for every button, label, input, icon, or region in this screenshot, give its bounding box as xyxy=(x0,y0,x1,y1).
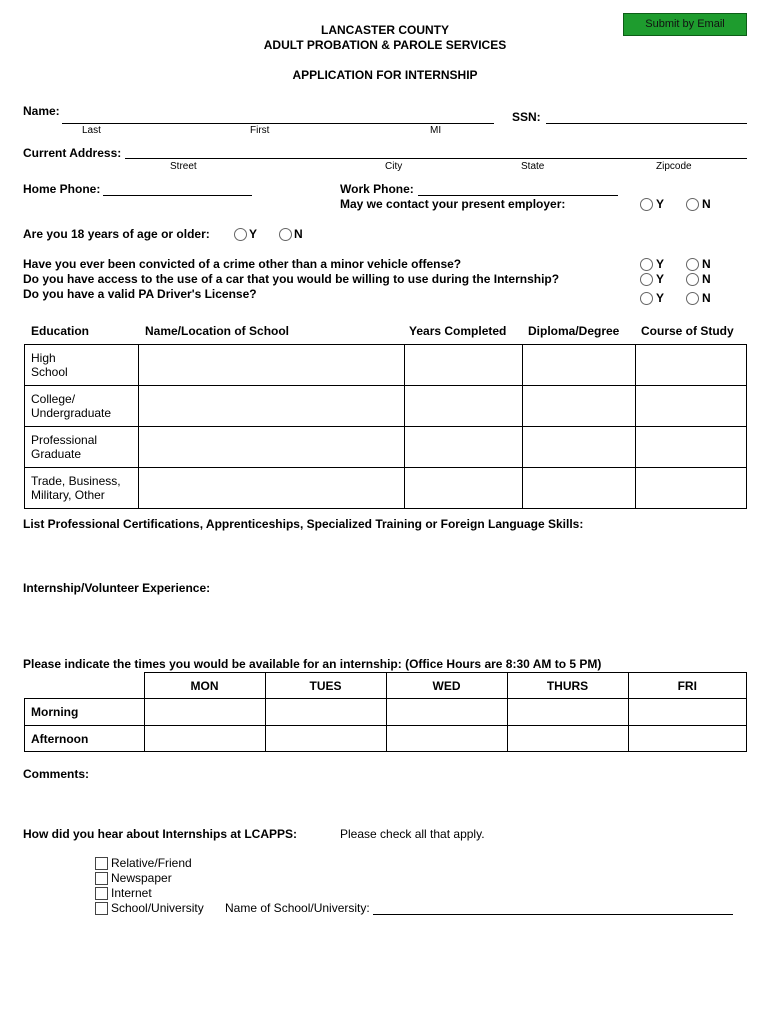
contact-employer-yes-label: Y xyxy=(656,197,665,211)
contact-employer-no-radio[interactable] xyxy=(686,198,699,211)
contact-employer-no-label: N xyxy=(702,197,711,211)
morning-label: Morning xyxy=(25,699,145,726)
conviction-no-radio[interactable] xyxy=(686,258,699,271)
license-no-label: N xyxy=(702,291,711,305)
address-field[interactable] xyxy=(125,158,747,159)
availability-row-afternoon xyxy=(25,726,747,752)
course-of-study-cell[interactable] xyxy=(636,345,747,386)
car-yes-radio[interactable] xyxy=(640,273,653,286)
school-name-cell[interactable] xyxy=(139,468,405,509)
conviction-question: Have you ever been convicted of a crime other than a minor vehicle offense? xyxy=(23,257,462,271)
education-level xyxy=(25,386,139,427)
certifications-label: List Professional Certifications, Apprenticeships, Specialized Training or Foreign Language Skills: xyxy=(23,517,584,531)
course-of-study-cell[interactable] xyxy=(636,468,747,509)
hear-about-label: How did you hear about Internships at LCAPPS: xyxy=(23,827,298,841)
car-no-label: N xyxy=(702,272,711,286)
age-yes-radio[interactable] xyxy=(234,228,247,241)
age-no-radio[interactable] xyxy=(279,228,292,241)
car-access-question: Do you have access to the use of a car that you would be willing to use during the Internship? xyxy=(23,272,560,286)
education-level xyxy=(25,427,139,468)
diploma-header: Diploma/Degree xyxy=(528,324,620,338)
education-level-line2: Graduate xyxy=(31,447,82,461)
name-label: Name: xyxy=(23,104,60,118)
school-name-cell[interactable] xyxy=(139,427,405,468)
work-phone-field[interactable] xyxy=(418,195,618,196)
availability-cell[interactable] xyxy=(144,726,265,752)
education-header: Education xyxy=(31,324,90,338)
availability-cell[interactable] xyxy=(507,726,628,752)
availability-cell[interactable] xyxy=(265,699,386,726)
availability-cell[interactable] xyxy=(265,726,386,752)
car-no-radio[interactable] xyxy=(686,273,699,286)
check-all-instruction: Please check all that apply. xyxy=(340,827,485,841)
work-phone-label: Work Phone: xyxy=(340,182,414,196)
availability-cell[interactable] xyxy=(386,699,507,726)
contact-employer-yes-radio[interactable] xyxy=(640,198,653,211)
license-yes-label: Y xyxy=(656,291,665,305)
relative-friend-checkbox[interactable] xyxy=(95,857,108,870)
availability-header-row xyxy=(25,673,747,699)
education-row-professional xyxy=(25,427,747,468)
education-level-line2: Military, Other xyxy=(31,488,105,502)
education-level-line1: Professional xyxy=(31,433,98,447)
day-header-mon: MON xyxy=(144,673,265,699)
newspaper-checkbox[interactable] xyxy=(95,872,108,885)
certifications-field[interactable] xyxy=(23,533,747,573)
course-of-study-cell[interactable] xyxy=(636,427,747,468)
last-caption: Last xyxy=(82,125,101,136)
diploma-cell[interactable] xyxy=(523,386,636,427)
newspaper-label: Newspaper xyxy=(111,871,172,885)
school-name-cell[interactable] xyxy=(139,386,405,427)
contact-employer-label: May we contact your present employer: xyxy=(340,197,566,211)
education-level-line1: Trade, Business, xyxy=(31,474,121,488)
diploma-cell[interactable] xyxy=(523,427,636,468)
day-header-tues: TUES xyxy=(265,673,386,699)
home-phone-label: Home Phone: xyxy=(23,182,101,196)
availability-cell[interactable] xyxy=(507,699,628,726)
availability-cell[interactable] xyxy=(144,699,265,726)
conviction-yes-radio[interactable] xyxy=(640,258,653,271)
internet-label: Internet xyxy=(111,886,152,900)
school-name-header: Name/Location of School xyxy=(145,324,290,338)
comments-label: Comments: xyxy=(23,767,90,781)
conviction-yes-label: Y xyxy=(656,257,665,271)
experience-field[interactable] xyxy=(23,597,747,647)
relative-friend-label: Relative/Friend xyxy=(111,856,192,870)
day-header-wed: WED xyxy=(386,673,507,699)
availability-cell[interactable] xyxy=(628,699,747,726)
availability-table xyxy=(24,672,747,752)
state-caption: State xyxy=(521,161,545,172)
education-level-line1: High xyxy=(31,351,56,365)
comments-field[interactable] xyxy=(23,783,747,818)
ssn-field[interactable] xyxy=(546,123,747,124)
name-field[interactable] xyxy=(62,123,494,124)
address-label: Current Address: xyxy=(23,146,122,160)
school-university-label: School/University xyxy=(111,901,204,915)
course-of-study-header: Course of Study xyxy=(641,324,734,338)
education-table xyxy=(24,344,747,509)
age-yes-label: Y xyxy=(249,227,258,241)
education-row-high-school xyxy=(25,345,747,386)
age-no-label: N xyxy=(294,227,303,241)
license-no-radio[interactable] xyxy=(686,292,699,305)
education-row-trade xyxy=(25,468,747,509)
course-of-study-cell[interactable] xyxy=(636,386,747,427)
submit-by-email-button[interactable]: Submit by Email xyxy=(623,13,747,36)
education-level-line2: Undergraduate xyxy=(31,406,112,420)
form-title: APPLICATION FOR INTERNSHIP xyxy=(292,68,478,82)
years-completed-header: Years Completed xyxy=(409,324,507,338)
education-level xyxy=(25,468,139,509)
license-question: Do you have a valid PA Driver's License? xyxy=(23,287,257,301)
car-yes-label: Y xyxy=(656,272,665,286)
conviction-no-label: N xyxy=(702,257,711,271)
home-phone-field[interactable] xyxy=(103,195,252,196)
mi-caption: MI xyxy=(430,125,442,136)
license-yes-radio[interactable] xyxy=(640,292,653,305)
day-header-fri: FRI xyxy=(628,673,747,699)
availability-cell[interactable] xyxy=(386,726,507,752)
years-completed-cell[interactable] xyxy=(405,345,523,386)
zipcode-caption: Zipcode xyxy=(656,161,692,172)
years-completed-cell[interactable] xyxy=(405,427,523,468)
diploma-cell[interactable] xyxy=(523,468,636,509)
county-title: LANCASTER COUNTY xyxy=(321,23,449,37)
department-title: ADULT PROBATION & PAROLE SERVICES xyxy=(263,38,507,52)
diploma-cell[interactable] xyxy=(523,345,636,386)
years-completed-cell[interactable] xyxy=(405,386,523,427)
school-university-checkbox[interactable] xyxy=(95,902,108,915)
street-caption: Street xyxy=(170,161,197,172)
availability-cell[interactable] xyxy=(628,726,747,752)
city-caption: City xyxy=(385,161,403,172)
education-level-line1: College/ xyxy=(31,392,76,406)
first-caption: First xyxy=(250,125,270,136)
availability-corner xyxy=(25,673,145,699)
availability-row-morning xyxy=(25,699,747,726)
day-header-thurs: THURS xyxy=(507,673,628,699)
school-name-cell[interactable] xyxy=(139,345,405,386)
school-name-label: Name of School/University: xyxy=(225,901,370,915)
availability-label: Please indicate the times you would be available for an internship: (Office Hours are 8:30 AM to 5 PM) xyxy=(23,657,602,671)
years-completed-cell[interactable] xyxy=(405,468,523,509)
education-level xyxy=(25,345,139,386)
afternoon-label: Afternoon xyxy=(25,726,145,752)
education-level-line2: School xyxy=(31,365,68,379)
age-question: Are you 18 years of age or older: xyxy=(23,227,210,241)
experience-label: Internship/Volunteer Experience: xyxy=(23,581,211,595)
ssn-label: SSN: xyxy=(512,110,541,124)
internet-checkbox[interactable] xyxy=(95,887,108,900)
education-row-college xyxy=(25,386,747,427)
school-name-field[interactable] xyxy=(373,914,733,915)
